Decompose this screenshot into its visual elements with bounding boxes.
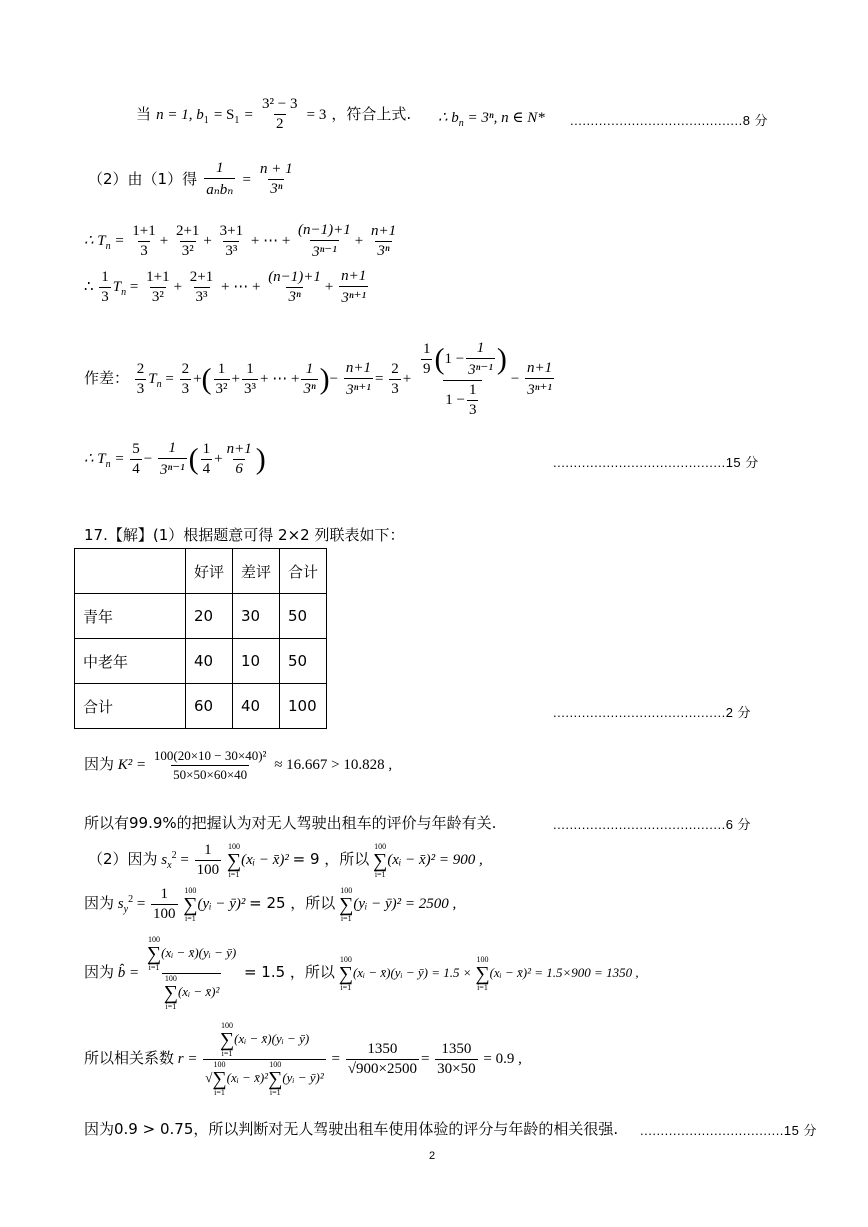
- table-cell: 好评: [186, 549, 233, 594]
- bn-formula: ∴ $b_n = 3^n$, n ∈ N*: [438, 110, 545, 129]
- k2-line: 因为 K² = $\frac{\text{100(20×10 − 30×40)²}}{50\times 50\times 60\times 40}$ ≈ 16.667 > 10.828 ,: [84, 748, 393, 782]
- part2-line: （2）由（1）得 $\frac{1}{\text{aₙbₙ}}$ = $\frac{n + 1}{\text{3ⁿ}}$: [88, 160, 293, 198]
- r-line: 所以相关系数 r = 100 ∑ i=1 (xᵢ − x̄)(yᵢ − ȳ) √ 100 ∑ i=1 (xᵢ − x̄)² 100 ∑ i=1 (yᵢ − ȳ)² = $\frac{1350}{√900\times 2500}$ = $\frac{1350}{30\times 50}$ = 0.9 ,: [84, 1021, 522, 1097]
- bhat-line: 因为 b̂ = 100 ∑ i=1 (xᵢ − x̄)(yᵢ − ȳ) 100 ∑ i=1 (xᵢ − x̄)² = 1.5 ，所以 100 ∑ i=1 (xᵢ − x̄)(yᵢ − ȳ) = 1.5 × 100 ∑ i=1 (xᵢ − x̄)² = 1.5×900 = 1350 ,: [84, 935, 639, 1011]
- table-cell: 50: [280, 594, 327, 639]
- line-n1: 当 n = 1, $b_1 = S_1$ = $\frac{\text{3² − 3}}{2}$ = 3 ，符合上式.: [136, 96, 412, 132]
- diff-line: 作差： $\frac{2}{3}$ $T_n$ = $\frac{2}{3}$ +( $\frac{1}{\text{3²}}$ + $\frac{1}{\text{3³}}$ + ⋯ + $\frac{1}{\text{3ⁿ}}$ )− $\frac{n+1}{\text{3ⁿ⁺¹}}$ = $\frac{2}{3}$ + $\frac{1}{9}$ (1 − $\frac{1}{\text{3ⁿ⁻¹}}$ ) 1 − $\frac{1}{3}$ − $\frac{n+1}{\text{3ⁿ⁺¹}}$: [84, 340, 553, 418]
- table-row: [75, 639, 327, 684]
- score-6: ..........................................6 分: [553, 817, 752, 832]
- table-cell: 青年: [75, 594, 186, 639]
- table-cell: [75, 549, 186, 594]
- table-cell: 60: [186, 684, 233, 729]
- table-cell: 40: [186, 639, 233, 684]
- table-cell: 100: [280, 684, 327, 729]
- table-cell: 30: [233, 594, 280, 639]
- score-2: ..........................................2 分: [553, 705, 752, 720]
- tn-third: ∴ $\frac{1}{3}$ $T_n$ = $\frac{1+1}{\text{3²}}$ + $\frac{2+1}{\text{3³}}$ + ⋯ + $\frac{(n-1)+1}{\text{3ⁿ}}$ + $\frac{n+1}{\text{3ⁿ⁺¹}}$: [84, 268, 367, 306]
- sy-line: 因为 $s_y^2$ = $\frac{1}{100}$ 100 ∑ i=1 (yᵢ − ȳ)² = 25 ，所以 100 ∑ i=1 (yᵢ − ȳ)² = 2500 ,: [84, 885, 457, 923]
- table-header-row: [75, 549, 327, 594]
- score-8: ..........................................8 分: [570, 113, 769, 128]
- sx-line: （2）因为 $s_x^2$ = $\frac{1}{100}$ 100 ∑ i=1 (xᵢ − x̄)² = 9 ，所以 100 ∑ i=1 (xᵢ − x̄)² = 900 ,: [88, 841, 483, 879]
- table-cell: 差评: [233, 549, 280, 594]
- q17-header: 17.【解】(1）根据题意可得 2×2 列联表如下：: [84, 526, 405, 544]
- table-cell: 中老年: [75, 639, 186, 684]
- table-cell: 20: [186, 594, 233, 639]
- table-cell: 40: [233, 684, 280, 729]
- tn-sum: ∴ $T_n$ = $\frac{1+1}{3}$ + $\frac{2+1}{\text{3²}}$ + $\frac{3+1}{\text{3³}}$ + ⋯ + $\frac{(n-1)+1}{\text{3ⁿ⁻¹}}$ + $\frac{n+1}{\text{3ⁿ}}$: [84, 222, 397, 260]
- score-15b: ...................................15 分: [640, 1123, 817, 1138]
- table-cell: 50: [280, 639, 327, 684]
- table-cell: 10: [233, 639, 280, 684]
- fraction-s1: $\frac{\text{3² − 3}}{2}$: [262, 96, 298, 132]
- table-row: [75, 684, 327, 729]
- conclusion-1: 所以有99.9%的把握认为对无人驾驶出租车的评价与年龄有关.: [84, 814, 497, 832]
- table-row: [75, 594, 327, 639]
- table-cell: 合计: [75, 684, 186, 729]
- big-fraction: $\frac{1}{9}$ (1 − $\frac{1}{\text{3ⁿ⁻¹}}$ ) 1 − $\frac{1}{3}$: [422, 340, 507, 418]
- tn-final: ∴ $T_n$ = $\frac{5}{4}$ − $\frac{1}{\text{3ⁿ⁻¹}}$ ( $\frac{1}{4}$ + $\frac{n+1}{6}$ ): [84, 440, 266, 478]
- table-cell: 合计: [280, 549, 327, 594]
- contingency-table: [74, 548, 327, 729]
- score-15a: ..........................................15 分: [553, 455, 759, 470]
- page-number: 2: [429, 1150, 436, 1162]
- final-conclusion: 因为0.9 > 0.75，所以判断对无人驾驶出租车使用体验的评分与年龄的相关很强.: [84, 1120, 619, 1138]
